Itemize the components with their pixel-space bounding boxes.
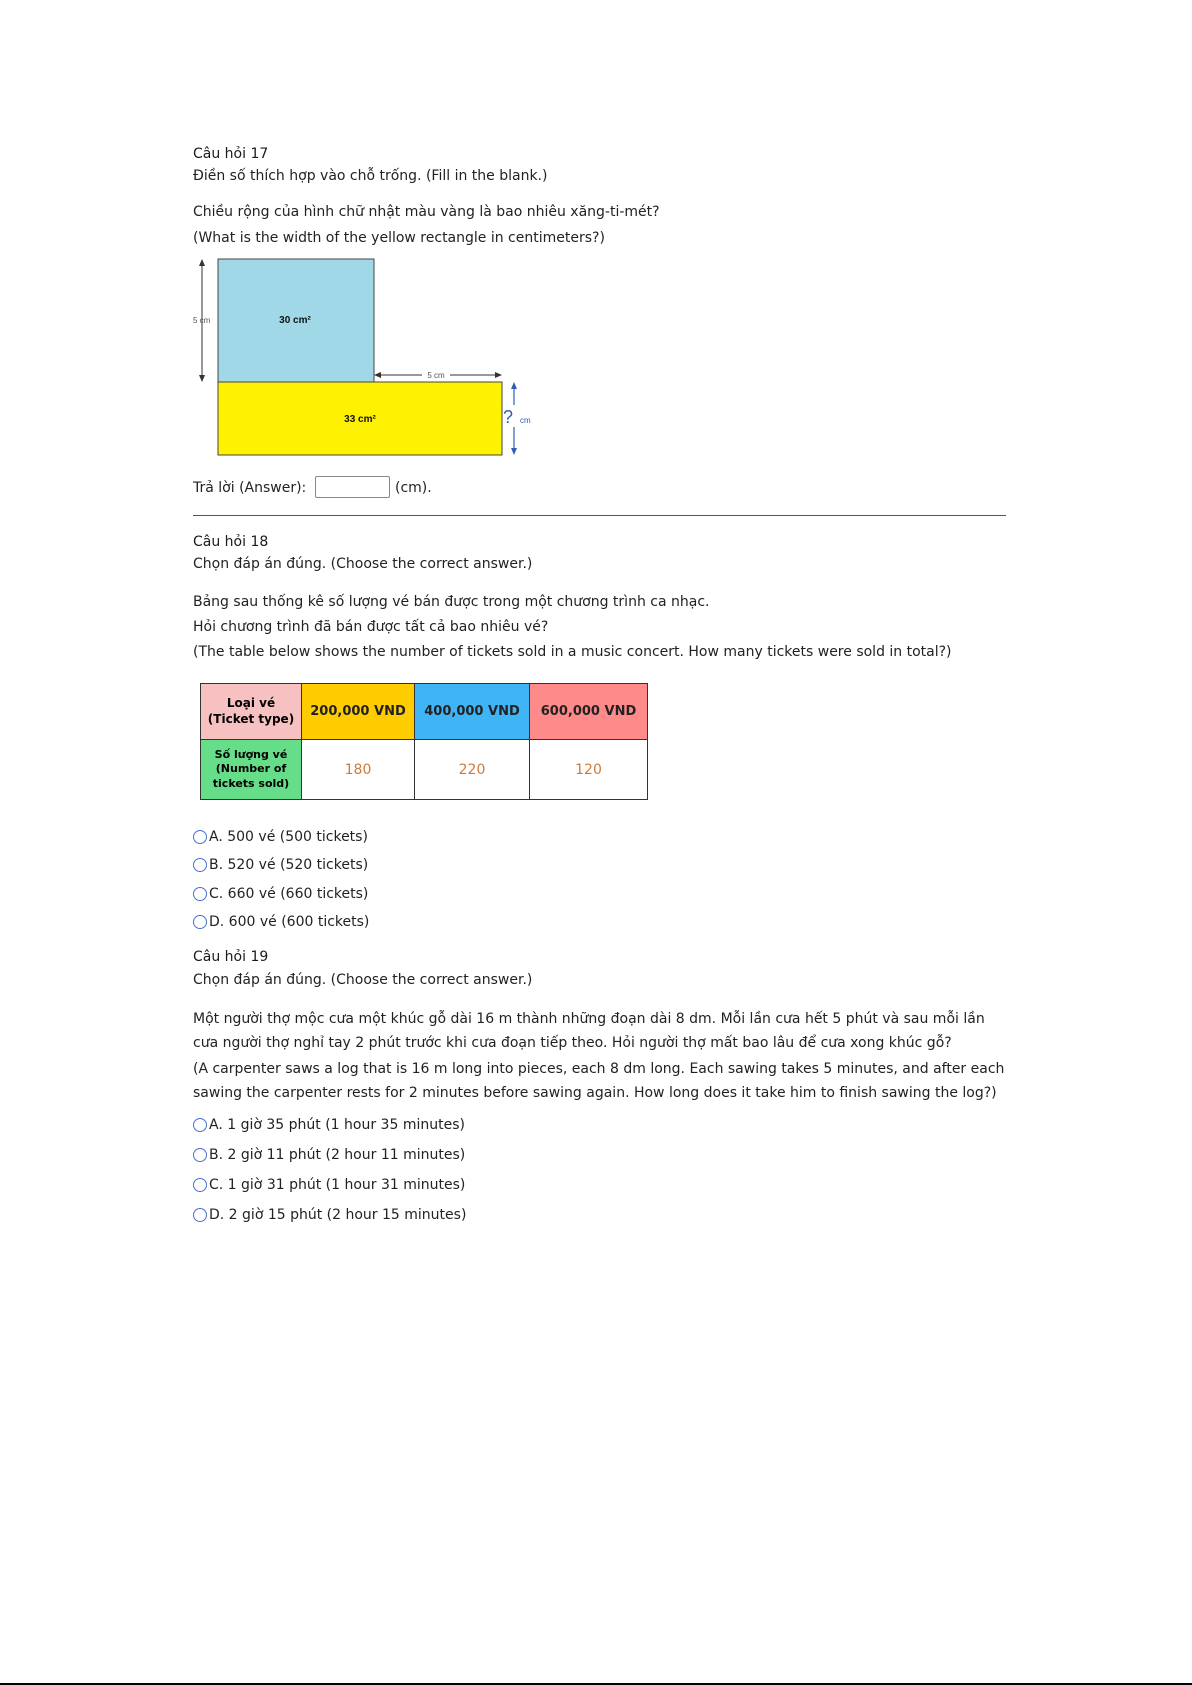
q17-question-en: (What is the width of the yellow rectangle in centimeters?) xyxy=(193,230,605,246)
ticket-table xyxy=(200,683,648,800)
q18-option-c[interactable]: C. 660 vé (660 tickets) xyxy=(193,886,368,902)
q19-question-en-2: sawing the carpenter rests for 2 minutes before sawing again. How long does it take him to finish sawing the log?) xyxy=(193,1085,997,1101)
table-header-row xyxy=(201,684,648,740)
col-400000: 400,000 VND xyxy=(415,684,530,740)
col-600000: 600,000 VND xyxy=(530,684,648,740)
q18-title: Câu hỏi 18 xyxy=(193,534,269,550)
q18-instruction: Chọn đáp án đúng. (Choose the correct answer.) xyxy=(193,556,533,572)
q19-question-vi-1: Một người thợ mộc cưa một khúc gỗ dài 16 m thành những đoạn dài 8 dm. Mỗi lần cưa hết 5 phút và sau mỗi lần xyxy=(193,1011,985,1027)
q17-instruction: Điền số thích hợp vào chỗ trống. (Fill in the blank.) xyxy=(193,168,548,184)
q18-option-b[interactable]: B. 520 vé (520 tickets) xyxy=(193,857,368,873)
left-dimension-label: 5 cm xyxy=(193,316,211,325)
radio-icon[interactable] xyxy=(193,1178,207,1192)
q17-answer-label: Trả lời (Answer): xyxy=(193,480,307,496)
count-400000: 220 xyxy=(415,740,530,800)
ticket-count-header: Số lượng vé (Number of tickets sold) xyxy=(201,740,302,800)
q18-option-a[interactable]: A. 500 vé (500 tickets) xyxy=(193,829,368,845)
blue-area-label: 30 cm² xyxy=(279,315,311,326)
col-200000: 200,000 VND xyxy=(302,684,415,740)
radio-icon[interactable] xyxy=(193,887,207,901)
q17-question-vi: Chiều rộng của hình chữ nhật màu vàng là bao nhiêu xăng-ti-mét? xyxy=(193,204,660,220)
table-row xyxy=(201,740,648,800)
count-600000: 120 xyxy=(530,740,648,800)
yellow-area-label: 33 cm² xyxy=(344,414,376,425)
ticket-type-header: Loại vé (Ticket type) xyxy=(201,684,302,740)
radio-icon[interactable] xyxy=(193,1148,207,1162)
q19-question-en-1: (A carpenter saws a log that is 16 m long into pieces, each 8 dm long. Each sawing takes 5 minutes, and after each xyxy=(193,1061,1005,1077)
q19-instruction: Chọn đáp án đúng. (Choose the correct answer.) xyxy=(193,972,533,988)
q19-option-d[interactable]: D. 2 giờ 15 phút (2 hour 15 minutes) xyxy=(193,1207,466,1223)
q18-question-vi-2: Hỏi chương trình đã bán được tất cả bao nhiêu vé? xyxy=(193,619,549,635)
q18-question-en: (The table below shows the number of tickets sold in a music concert. How many tickets were sold in total?) xyxy=(193,644,952,660)
question-divider xyxy=(193,515,1006,516)
radio-icon[interactable] xyxy=(193,830,207,844)
q18-question-vi-1: Bảng sau thống kê số lượng vé bán được trong một chương trình ca nhạc. xyxy=(193,594,710,610)
q17-answer-input[interactable] xyxy=(315,476,390,498)
q17-answer-unit: (cm). xyxy=(395,480,432,496)
q19-option-b[interactable]: B. 2 giờ 11 phút (2 hour 11 minutes) xyxy=(193,1147,465,1163)
mid-dimension-label: 5 cm xyxy=(427,371,445,380)
q19-question-vi-2: cưa người thợ nghỉ tay 2 phút trước khi cưa đoạn tiếp theo. Hỏi người thợ mất bao lâu để cưa xong khúc gỗ? xyxy=(193,1035,952,1051)
unknown-mark: ? xyxy=(503,407,514,427)
q19-option-c[interactable]: C. 1 giờ 31 phút (1 hour 31 minutes) xyxy=(193,1177,465,1193)
rectangle-diagram xyxy=(190,255,540,460)
q18-option-d[interactable]: D. 600 vé (600 tickets) xyxy=(193,914,369,930)
radio-icon[interactable] xyxy=(193,1118,207,1132)
count-200000: 180 xyxy=(302,740,415,800)
radio-icon[interactable] xyxy=(193,915,207,929)
unknown-unit: cm xyxy=(520,416,531,425)
q19-option-a[interactable]: A. 1 giờ 35 phút (1 hour 35 minutes) xyxy=(193,1117,465,1133)
q19-title: Câu hỏi 19 xyxy=(193,949,269,965)
radio-icon[interactable] xyxy=(193,1208,207,1222)
q17-title: Câu hỏi 17 xyxy=(193,146,269,162)
radio-icon[interactable] xyxy=(193,858,207,872)
